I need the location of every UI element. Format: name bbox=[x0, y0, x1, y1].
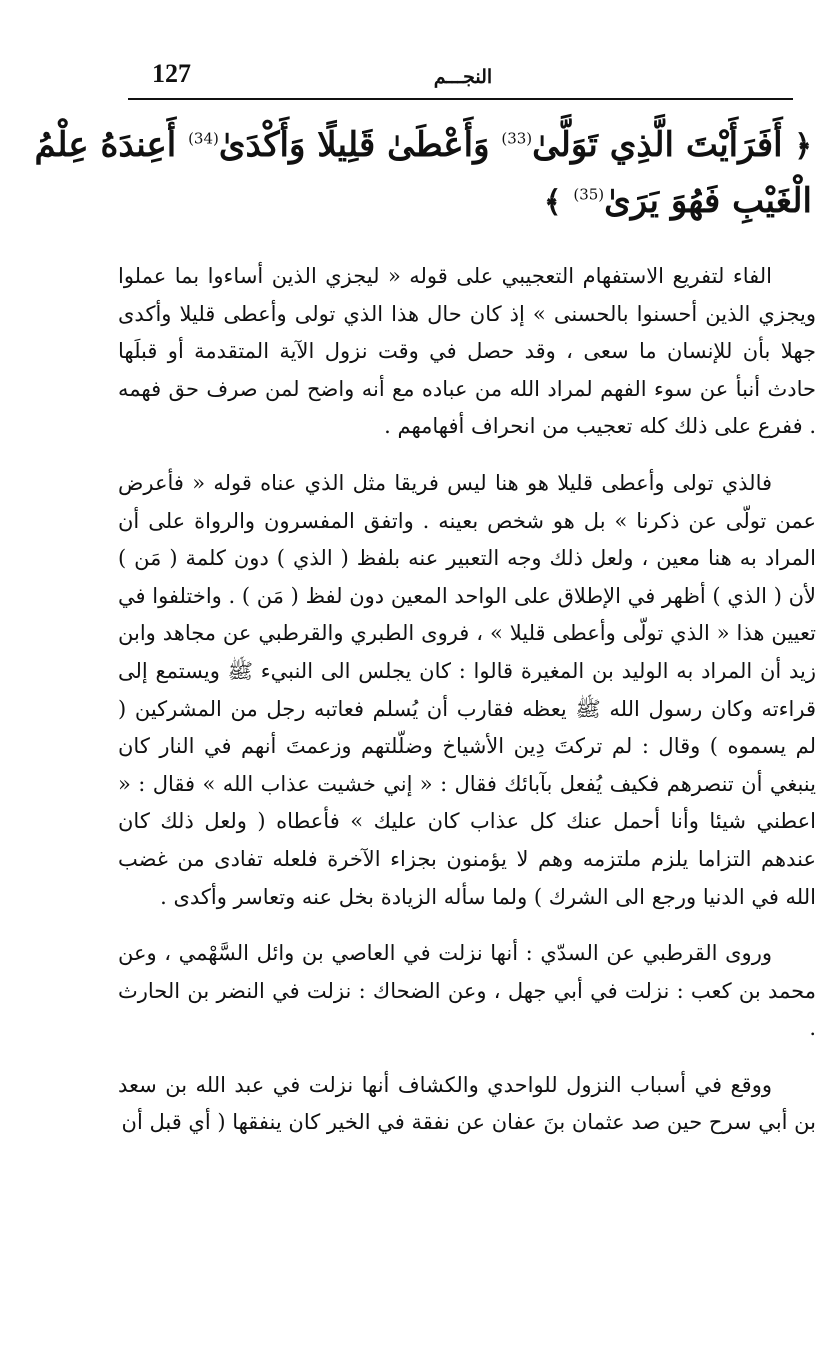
commentary-paragraph bbox=[118, 465, 816, 916]
ayah-number-34: (34) bbox=[188, 129, 219, 148]
verse-line-2 bbox=[112, 174, 812, 230]
page-header bbox=[128, 58, 793, 100]
paragraph-text: ووقع في أسباب النزول للواحدي والكشاف أنها نزلت في عبد الله بن سعد بن أبي سرح حين صد عثمان بنَ عفان عن نفقة في الخير كان ينفقها ( أي قبل أن bbox=[118, 1072, 816, 1135]
ayah-number-35: (35) bbox=[573, 185, 605, 204]
verse-segment-3: أَعِندَهُ عِلْمُ bbox=[34, 125, 177, 165]
verse-segment-2: وَأَعْطَىٰ قَلِيلًا وَأَكْدَىٰ bbox=[218, 125, 490, 165]
verse-segment-4: الْغَيْبِ فَهُوَ يَرَىٰ bbox=[604, 181, 812, 221]
verse-line-1 bbox=[34, 118, 812, 174]
commentary-paragraph bbox=[118, 935, 816, 1048]
verse-close-bracket: ﴾ bbox=[543, 185, 562, 220]
paragraph-text: وروى القرطبي عن السدّي : أنها نزلت في العاصي بن وائل السَّهْمي ، وعن محمد بن كعب : نزلت في أبي جهل ، وعن الضحاك : نزلت في النضر بن الحارث . bbox=[118, 941, 816, 1041]
commentary-body bbox=[118, 258, 816, 1161]
verse-segment-1: أَفَرَأَيْتَ الَّذِي تَوَلَّىٰ bbox=[532, 125, 783, 165]
quran-verse-block bbox=[34, 118, 812, 230]
paragraph-text: الفاء لتفريع الاستفهام التعجيبي على قوله « ليجزي الذين أساءوا بما عملوا ويجزي الذين أحسنوا بالحسنى » إذ كان حال هذا الذي تولى وأعطى قليلا وأكدى جهلا بأن للإنسان ما سعى ، وقد حصل في وقت نزول الآية المتقدمة أو قبلَها حادث أنبأ عن سوء الفهم لمراد الله من عباده مع أنه واضح لمن صرف حق فهمه . ففرع على ذلك كله تعجيب من انحراف أفهامهم . bbox=[118, 264, 816, 439]
ayah-number-33: (33) bbox=[501, 129, 533, 148]
running-head-surah-name: النجـــم bbox=[433, 66, 493, 88]
commentary-paragraph bbox=[118, 1067, 816, 1142]
commentary-paragraph bbox=[118, 258, 816, 446]
verse-open-bracket: ﴿ bbox=[794, 129, 812, 164]
paragraph-text: فالذي تولى وأعطى قليلا هو هنا ليس فريقا مثل الذي عناه قوله « فأعرض عمن تولّى عن ذكرنا » بل هو شخص بعينه . واتفق المفسرون والرواة على أن المراد به هنا معين ، ولعل ذلك وجه التعبير عنه بلفظ ( الذي ) دون كلمة ( مَن ) لأن ( الذي ) أظهر في الإطلاق على الواحد المعين دون لفظ ( مَن ) . واختلفوا في تعيين هذا « الذي تولّى وأعطى قليلا » ، فروى الطبري والقرطبي عن مجاهد وابن زيد أن المراد به الوليد بن المغيرة قالوا : كان يجلس الى النبيء ﷺ ويستمع إلى قراءته وكان رسول الله ﷺ يعظه فقارب أن يُسلم فعاتبه رجل من المشركين ( لم يسموه ) وقال : لم تركتَ دِين الأشياخ وضلّلتهم وزعمتَ أنهم في النار كان ينبغي أن تنصرهم فكيف يُفعل بآبائك فقال : « إني خشيت عذاب الله » فقال : « اعطني شيئا وأنا أحمل عنك كل عذاب كان عليك » فأعطاه ( ولعل ذلك كان عندهم التزاما يلزم ملتزمه وهم لا يؤمنون بجزاء الآخرة فلعله تفادى من غضب الله في الدنيا ورجع الى الشرك ) ولما سأله الزيادة بخل عنه وتعاسر وأكدى . bbox=[118, 470, 816, 909]
page-number: 127 bbox=[152, 59, 191, 88]
